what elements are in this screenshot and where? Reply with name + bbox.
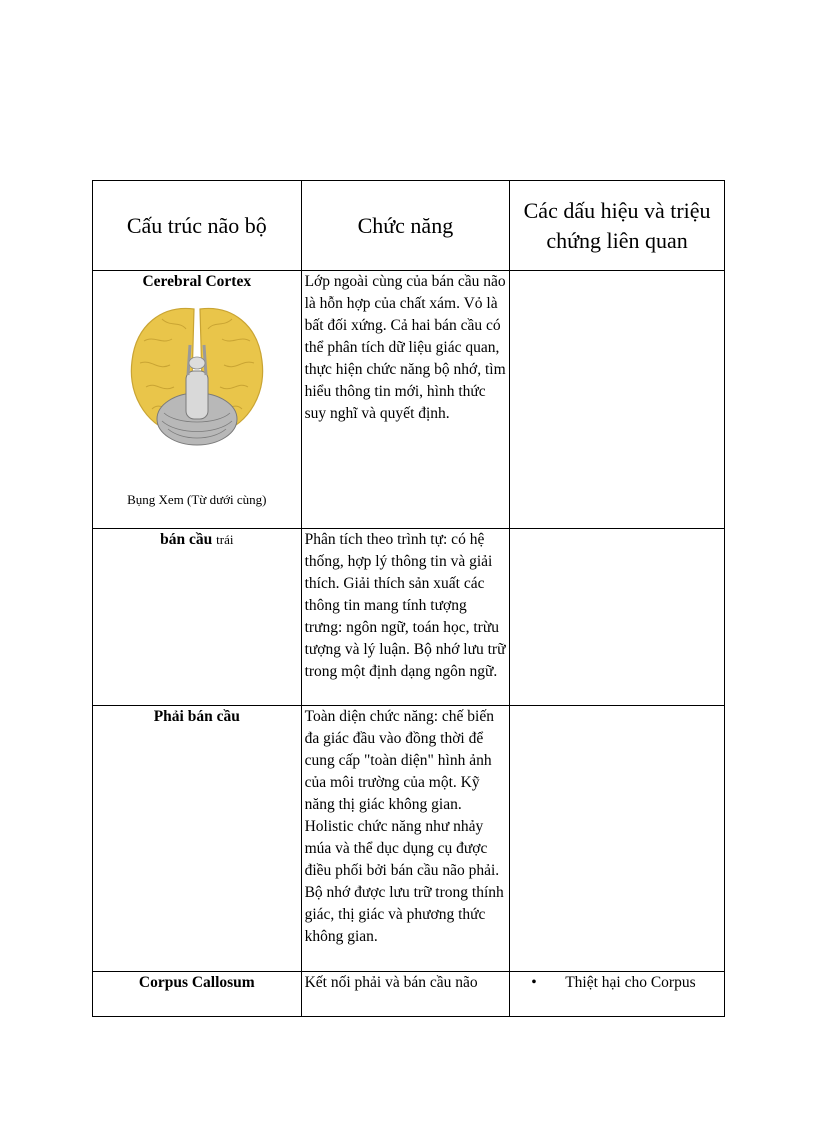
brain-ventral-view-image [122, 301, 272, 451]
table-row [93, 706, 725, 972]
header-structure: Cấu trúc não bộ [93, 181, 302, 271]
header-symptoms: Các dấu hiệu và triệu chứng liên quan [510, 181, 725, 271]
structure-cell [93, 972, 302, 1017]
table-header-row [93, 181, 725, 271]
brain-structure-table [92, 180, 725, 1017]
structure-name-suffix: trái [216, 532, 234, 547]
structure-cell [93, 529, 302, 706]
table-row [93, 529, 725, 706]
symptoms-cell [510, 972, 725, 1017]
structure-cell [93, 271, 302, 529]
symptoms-cell [510, 271, 725, 529]
function-cell: Toàn diện chức năng: chế biến đa giác đầu vào đồng thời để cung cấp "toàn diện" hình ảnh của môi trường của một. Kỹ năng thị giác không gian. Holistic chức năng như nhảy múa và thể dục dụng cụ được điều phối bởi bán cầu não phải. Bộ nhớ được lưu trữ trong thính giác, thị giác và phương thức không gian. [301, 706, 510, 972]
symptom-text: Thiệt hại cho Corpus [565, 974, 696, 991]
function-cell: Kết nối phải và bán cầu não [301, 972, 510, 1017]
structure-cell [93, 706, 302, 972]
function-cell: Lớp ngoài cùng của bán cầu não là hỗn hợp của chất xám. Vỏ là bất đối xứng. Cả hai bán cầu có thể phân tích dữ liệu giác quan, thực hiện chức năng bộ nhớ, tìm hiểu thông tin mới, hình thức suy nghĩ và quyết định. [301, 271, 510, 529]
function-cell: Phân tích theo trình tự: có hệ thống, hợp lý thông tin và giải thích. Giải thích sản xuất các thông tin mang tính tượng trưng: ngôn ngữ, toán học, trừu tượng và lý luận. Bộ nhớ lưu trữ trong một định dạng ngôn ngữ. [301, 529, 510, 706]
structure-name: Cerebral Cortex [142, 273, 252, 290]
header-function: Chức năng [301, 181, 510, 271]
image-caption: Bụng Xem (Từ dưới cùng) [127, 492, 267, 507]
table-row [93, 271, 725, 529]
symptom-list-item [513, 972, 721, 994]
structure-name: Phải bán cầu [153, 708, 240, 725]
symptoms-cell [510, 529, 725, 706]
table-row [93, 972, 725, 1017]
brain-illustration [96, 301, 298, 458]
structure-name: Corpus Callosum [138, 974, 255, 991]
symptoms-cell [510, 706, 725, 972]
bullet-icon: • [531, 974, 537, 991]
structure-name: bán cầu [160, 531, 213, 548]
